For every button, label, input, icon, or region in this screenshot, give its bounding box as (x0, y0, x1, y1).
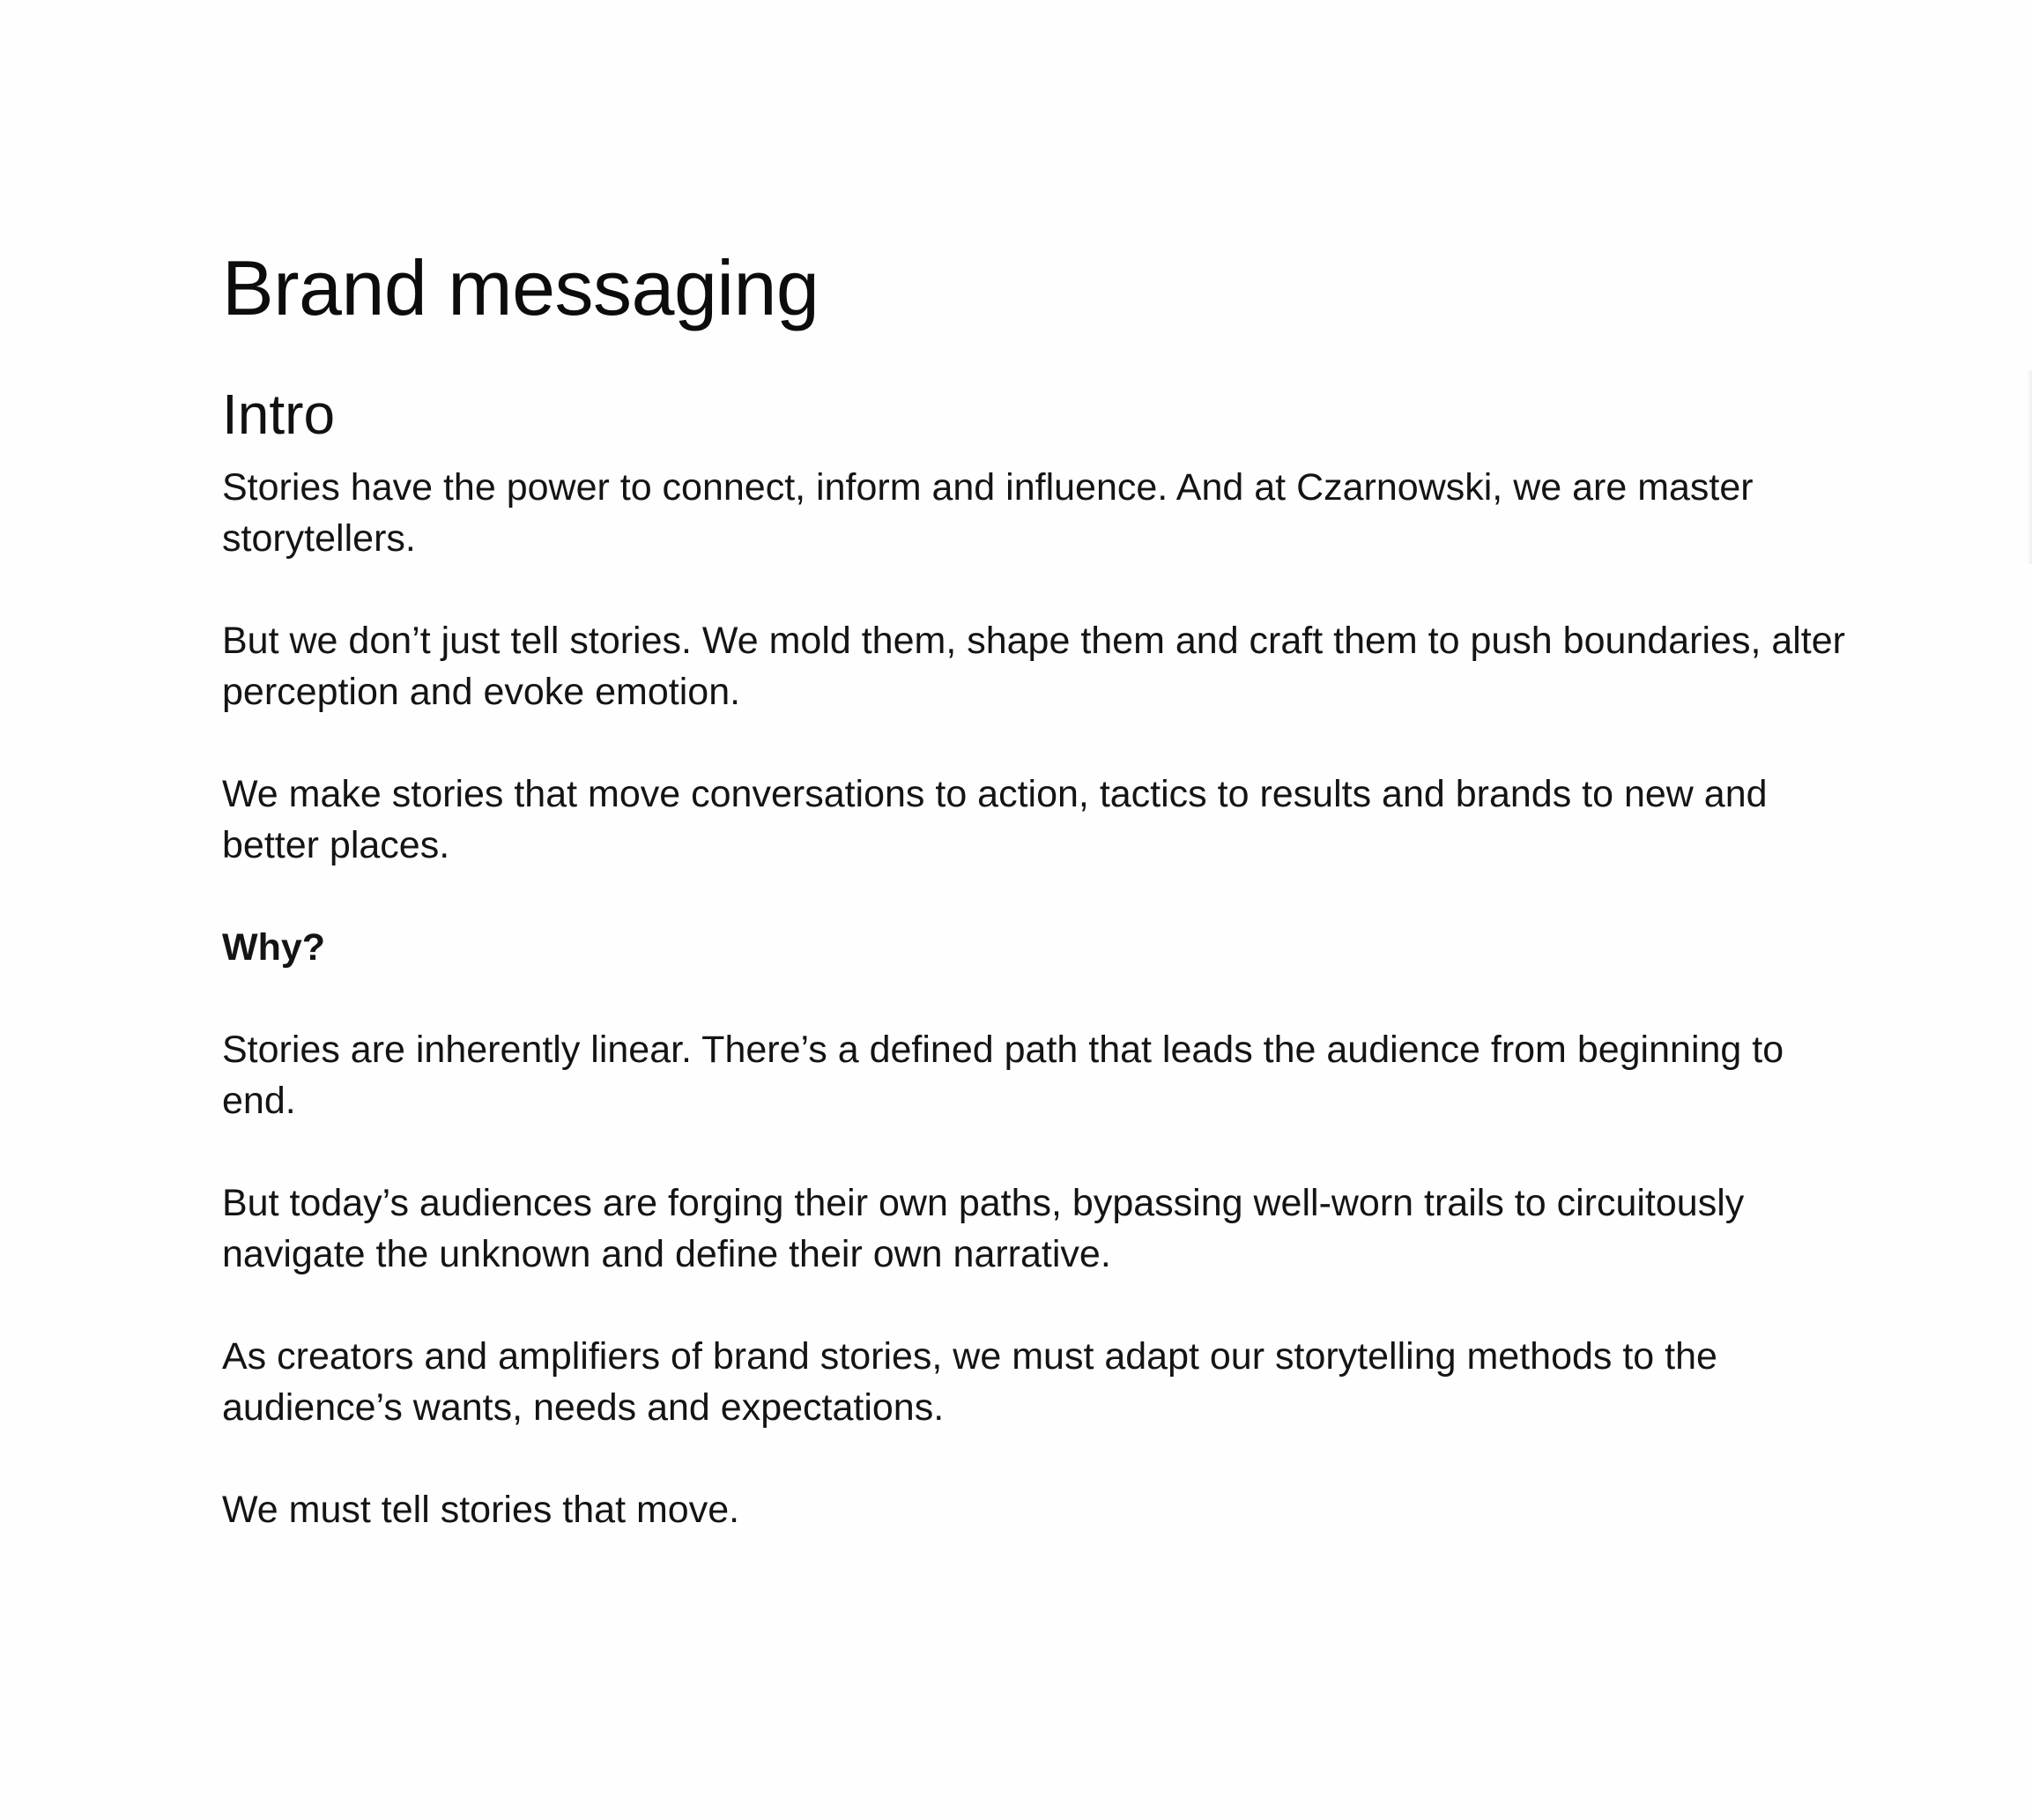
why-heading: Why? (222, 926, 326, 969)
paragraph-7: We must tell stories that move. (222, 1489, 740, 1531)
paragraph-1: Stories have the power to connect, inform and influence. And at Czarnowski, we are master storytellers. (222, 466, 1754, 560)
paragraph-4: Stories are inherently linear. There’s a defined path that leads the audience from beginning to end. (222, 1029, 1784, 1122)
page-edge-shadow (2027, 370, 2032, 564)
document-title: Brand messaging (222, 244, 819, 331)
paragraph-5: But today’s audiences are forging their own paths, bypassing well-worn trails to circuitously navigate the unknown and define their own narrative. (222, 1182, 1745, 1275)
paragraph-6: As creators and amplifiers of brand stories, we must adapt our storytelling methods to the audience’s wants, needs and expectations. (222, 1335, 1717, 1429)
document-content (222, 240, 1861, 1586)
paragraph-2: But we don’t just tell stories. We mold them, shape them and craft them to push boundaries, alter perception and evoke emotion. (222, 620, 1845, 713)
section-heading-intro: Intro (222, 383, 336, 446)
paragraph-3: We make stories that move conversations to action, tactics to results and brands to new and better places. (222, 773, 1768, 866)
